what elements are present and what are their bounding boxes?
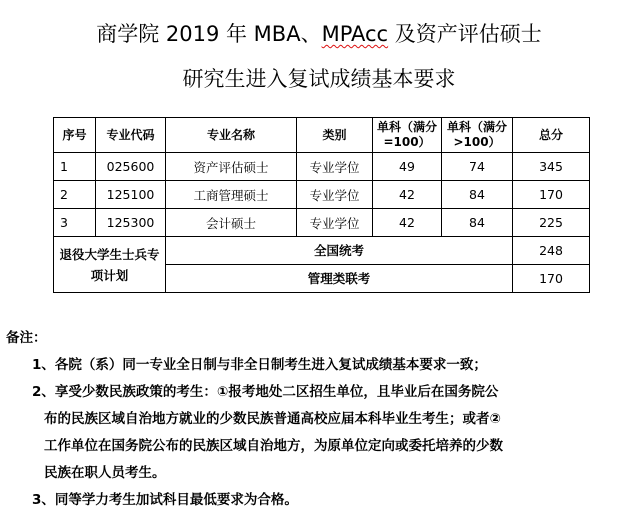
header-code: 专业代码	[96, 118, 166, 153]
table-header-row	[54, 118, 590, 153]
table-row	[54, 153, 590, 181]
special-row-total: 248	[513, 237, 590, 265]
table-row	[54, 209, 590, 237]
cell-single-over-100: 74	[442, 153, 513, 181]
cell-code: 025600	[96, 153, 166, 181]
title-part-mpacc: MPAcc	[321, 22, 389, 46]
note-item-2-line-1: 2、享受少数民族政策的考生：①报考地处二区招生单位，且毕业后在国务院公	[32, 384, 499, 400]
table-row	[54, 181, 590, 209]
cell-type: 专业学位	[297, 181, 373, 209]
notes-section	[6, 325, 632, 514]
cell-code: 125300	[96, 209, 166, 237]
cell-single-100: 49	[373, 153, 442, 181]
cell-single-over-100: 84	[442, 181, 513, 209]
cell-name: 资产评估硕士	[166, 153, 297, 181]
special-row-label: 全国统考	[166, 237, 513, 265]
note-item-3: 3、同等学力考生加试科目最低要求为合格。	[32, 492, 298, 508]
header-no: 序号	[54, 118, 96, 153]
cell-no: 1	[54, 153, 96, 181]
title-part-c: 及资产评估硕士	[388, 22, 542, 46]
cell-total: 170	[513, 181, 590, 209]
note-item-2-line-4: 民族在职人员考生。	[44, 465, 166, 481]
cell-name: 会计硕士	[166, 209, 297, 237]
cell-single-100: 42	[373, 181, 442, 209]
special-row-label: 管理类联考	[166, 265, 513, 293]
cell-type: 专业学位	[297, 209, 373, 237]
header-type: 类别	[297, 118, 373, 153]
header-single-over-100: 单科（满分>100）	[442, 118, 513, 153]
cell-single-100: 42	[373, 209, 442, 237]
cell-code: 125100	[96, 181, 166, 209]
header-single-100: 单科（满分=100）	[373, 118, 442, 153]
title-part-a: 商学院 2019 年 MBA、	[96, 22, 322, 46]
cell-single-over-100: 84	[442, 209, 513, 237]
header-total: 总分	[513, 118, 590, 153]
cell-type: 专业学位	[297, 153, 373, 181]
cell-total: 345	[513, 153, 590, 181]
note-item-1: 1、各院（系）同一专业全日制与非全日制考生进入复试成绩基本要求一致；	[32, 357, 487, 373]
cell-total: 225	[513, 209, 590, 237]
notes-heading: 备注：	[6, 330, 47, 346]
page-title-line-2: 研究生进入复试成绩基本要求	[182, 67, 456, 91]
special-plan-row	[54, 237, 590, 265]
special-row-total: 170	[513, 265, 590, 293]
cell-no: 3	[54, 209, 96, 237]
page-title-line-1	[0, 21, 638, 47]
special-plan-label: 退役大学生士兵专项计划	[54, 237, 166, 293]
note-item-2-line-3: 工作单位在国务院公布的民族区域自治地方，为原单位定向或委托培养的少数	[44, 438, 503, 454]
note-item-2-line-2: 布的民族区域自治地方就业的少数民族普通高校应届本科毕业生考生；或者②	[44, 411, 501, 427]
cell-name: 工商管理硕士	[166, 181, 297, 209]
header-name: 专业名称	[166, 118, 297, 153]
cell-no: 2	[54, 181, 96, 209]
score-requirements-table	[53, 117, 590, 293]
